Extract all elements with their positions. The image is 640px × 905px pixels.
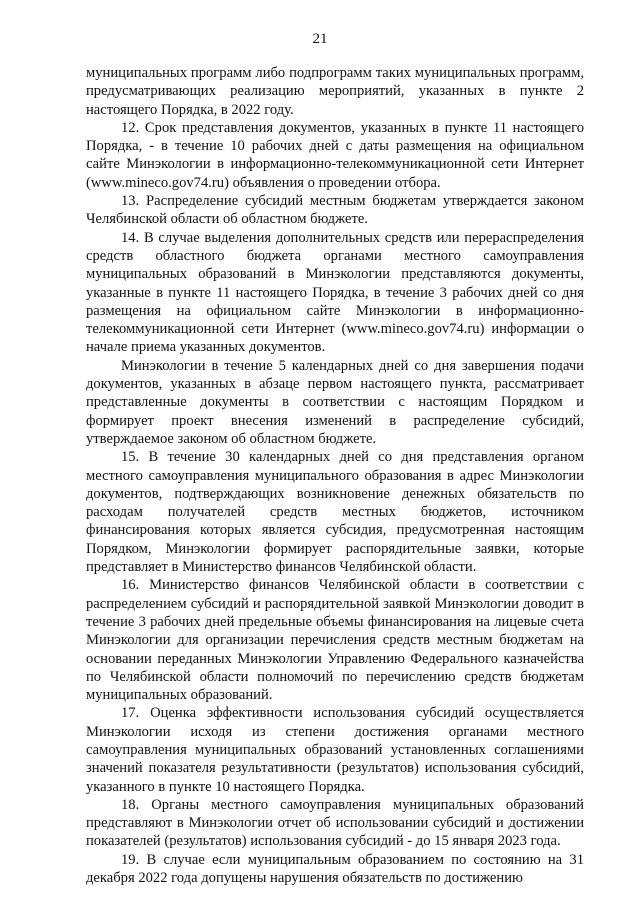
- paragraph-item-14: 14. В случае выделения дополнительных средств или перераспределения средств областного бюджета органами местного самоуправления муниципальных образований в Минэкологии представляются документы, указанные в пункте 11 настоящего Порядка, в течение 3 рабочих дней со дня размещения на официальном сайте Минэкологии в информационно-телекоммуникационной сети Интернет (www.mineco.gov74.ru) информации о начале приема указанных документов.: [86, 229, 584, 356]
- paragraph-item-15: 15. В течение 30 календарных дней со дня представления органом местного самоуправления муниципального образования в адрес Минэкологии документов, подтверждающих возникновение денежных обязательств по расходам получателей средств местных бюджетов, источником финансирования которых является субсидия, предусмотренная настоящим Порядком, Минэкологии формирует распорядительные заявки, которые представляет в Министерство финансов Челябинской области.: [86, 449, 584, 576]
- paragraph-item-17: 17. Оценка эффективности использования субсидий осуществляется Минэкологии исходя из степени достижения органами местного самоуправления муниципальных образований установленных соглашениями значений показателя результативности (результатов) использования субсидий, указанного в пункте 10 настоящего Порядка.: [86, 705, 584, 795]
- paragraph-item-12: 12. Срок представления документов, указанных в пункте 11 настоящего Порядка, - в течение 10 рабочих дней с даты размещения на официальном сайте Минэкологии в информационно-телекоммуникационной сети Интернет (www.mineco.gov74.ru) объявления о проведении отбора.: [86, 119, 584, 191]
- paragraph-item-18: 18. Органы местного самоуправления муниципальных образований представляют в Минэкологии отчет об использовании субсидий и достижении показателей (результатов) использования субсидий - до 15 января 2023 года.: [86, 796, 584, 850]
- paragraph-item-19: 19. В случае если муниципальным образованием по состоянию на 31 декабря 2022 года допущены нарушения обязательств по достижению: [86, 851, 584, 887]
- document-body: [86, 64, 584, 887]
- page-number: 21: [312, 31, 328, 47]
- paragraph-item-13: 13. Распределение субсидий местным бюджетам утверждается законом Челябинской области об областном бюджете.: [86, 193, 584, 228]
- paragraph-item-14-part-2: Минэкологии в течение 5 календарных дней со дня завершения подачи документов, указанных в абзаце первом настоящего пункта, рассматривает представленные документы в соответствии с настоящим Порядком и формирует проект внесения изменений в распределение субсидий, утверждаемое законом об областном бюджете.: [86, 357, 584, 447]
- paragraph-item-16: 16. Министерство финансов Челябинской области в соответствии с распределением субсидий и распорядительной заявкой Минэкологии доводит в течение 3 рабочих дней предельные объемы финансирования на лицевые счета Минэкологии для организации перечисления средств местным бюджетам на основании переданных Минэкологии Управлению Федерального казначейства по Челябинской области полномочий по перечислению средств бюджетам муниципальных образований.: [86, 577, 584, 704]
- paragraph-continuation: муниципальных программ либо подпрограмм таких муниципальных программ, предусматривающих реализацию мероприятий, указанных в пункте 2 настоящего Порядка, в 2022 году.: [86, 65, 584, 118]
